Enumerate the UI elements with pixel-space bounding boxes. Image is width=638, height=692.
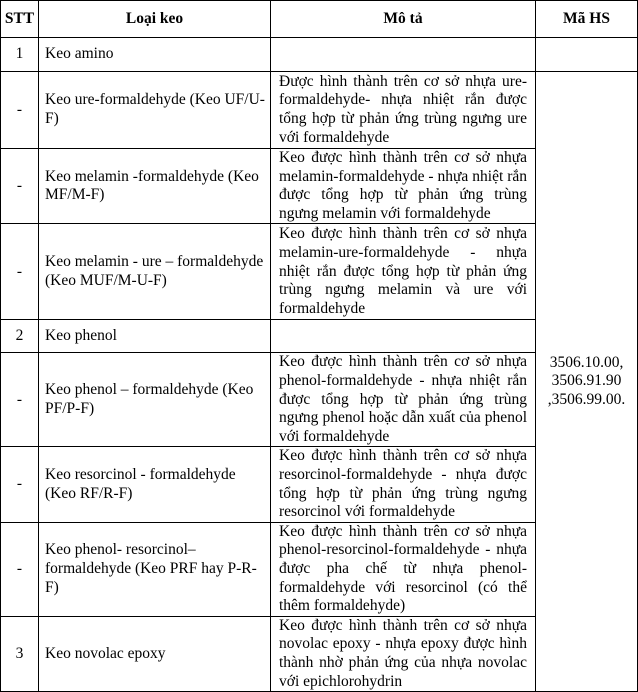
stt-cell: 3	[1, 616, 39, 691]
header-glue-type: Loại keo	[39, 1, 271, 38]
header-hs-code: Mã HS	[536, 1, 638, 38]
stt-cell: -	[1, 224, 39, 320]
hs-code-line: ,3506.99.00.	[547, 390, 626, 408]
description-cell: Keo được hình thành trên cơ sở nhựa phenol-resorcinol-formaldehyde - nhựa được pha chế từ nhựa phenol-formaldehyde với resorcinol (có thể thêm formaldehyde)	[271, 522, 536, 616]
description-cell: Keo được hình thành trên cơ sở nhựa novolac epoxy - nhựa epoxy được hình thành nhờ phản ứng của nhựa novolac với epichlorohydrin	[271, 616, 536, 691]
stt-cell: 2	[1, 320, 39, 353]
stt-cell: -	[1, 447, 39, 522]
stt-cell: 1	[1, 38, 39, 72]
description-cell: Keo được hình thành trên cơ sở nhựa resorcinol-formaldehyde - nhựa được tổng hợp từ phản ứng trùng ngưng resorcinol với formaldehyde	[271, 447, 536, 522]
stt-cell: -	[1, 522, 39, 616]
hs-code-cell	[536, 72, 638, 692]
description-cell: Keo được hình thành trên cơ sở nhựa melamin-formaldehyde - nhựa nhiệt rắn được tổng hợp từ phản ứng trùng ngưng melamin với formaldehyde	[271, 149, 536, 224]
description-cell: Keo được hình thành trên cơ sở nhựa melamin-ure-formaldehyde - nhựa nhiệt rắn được tổng hợp từ phản ứng trùng ngưng melamin và ure với formaldehyde	[271, 224, 536, 320]
hs-code-cell-empty	[536, 38, 638, 72]
description-cell: Được hình thành trên cơ sở nhựa ure-formaldehyde- nhựa nhiệt rắn được tổng hợp từ phản ứng trùng ngưng ure với formaldehyde	[271, 72, 536, 149]
glue-type-cell: Keo melamin - ure – formaldehyde (Keo MUF/M-U-F)	[39, 224, 271, 320]
stt-cell: -	[1, 72, 39, 149]
hs-code-line: 3506.10.00,	[549, 353, 624, 371]
header-row	[1, 1, 638, 38]
description-cell	[271, 320, 536, 353]
glue-type-cell: Keo phenol	[39, 320, 271, 353]
description-cell	[271, 38, 536, 72]
header-description: Mô tả	[271, 1, 536, 38]
glue-type-cell: Keo phenol- resorcinol– formaldehyde (Keo PRF hay P-R-F)	[39, 522, 271, 616]
glue-type-cell: Keo amino	[39, 38, 271, 72]
table-row	[1, 38, 638, 72]
stt-cell: -	[1, 149, 39, 224]
header-stt: STT	[1, 1, 39, 38]
hs-code-line: 3506.91.90	[551, 372, 622, 390]
glue-type-cell: Keo melamin -formaldehyde (Keo MF/M-F)	[39, 149, 271, 224]
glue-type-cell: Keo novolac epoxy	[39, 616, 271, 691]
glue-type-cell: Keo ure-formaldehyde (Keo UF/U-F)	[39, 72, 271, 149]
glue-type-cell: Keo phenol – formaldehyde (Keo PF/P-F)	[39, 353, 271, 447]
table-row	[1, 72, 638, 149]
stt-cell: -	[1, 353, 39, 447]
description-cell: Keo được hình thành trên cơ sở nhựa phenol-formaldehyde - nhựa nhiệt rắn được tổng hợp từ phản ứng trùng ngưng phenol hoặc dẫn xuất của phenol với formaldehyde	[271, 353, 536, 447]
glue-type-cell: Keo resorcinol - formaldehyde (Keo RF/R-F)	[39, 447, 271, 522]
